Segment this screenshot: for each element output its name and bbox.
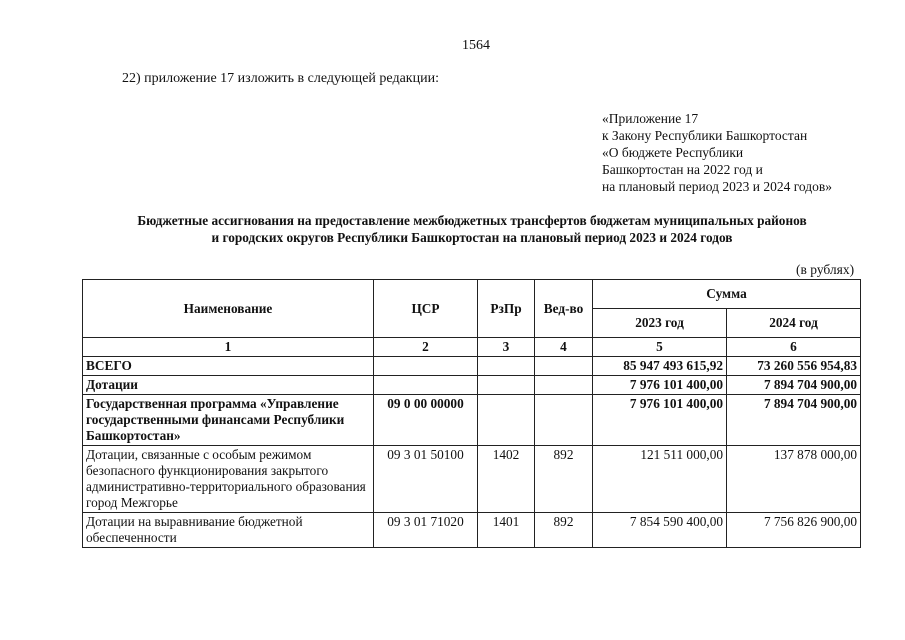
- header-ved: Вед-во: [535, 280, 593, 338]
- document-title: [84, 212, 860, 246]
- row-name: Дотации: [83, 376, 374, 395]
- header-sum: Сумма: [593, 280, 861, 309]
- row-name: Дотации, связанные с особым режимом безопасного функционирования закрытого административно-территориального образования город Межгорье: [83, 446, 374, 513]
- row-sum-2023: 7 976 101 400,00: [593, 395, 727, 446]
- row-sum-2024: 73 260 556 954,83: [727, 357, 861, 376]
- row-sum-2024: 137 878 000,00: [727, 446, 861, 513]
- row-csr: [374, 376, 478, 395]
- header-2024: 2024 год: [727, 309, 861, 338]
- row-ved: [535, 376, 593, 395]
- row-sum-2023: 7 976 101 400,00: [593, 376, 727, 395]
- header-rzpr: РзПр: [478, 280, 535, 338]
- column-number: 6: [727, 338, 861, 357]
- header-2023: 2023 год: [593, 309, 727, 338]
- appendix-line: «О бюджете Республики: [602, 145, 744, 160]
- title-line: и городских округов Республики Башкортостан на плановый период 2023 и 2024 годов: [211, 230, 733, 245]
- table-row: [83, 395, 861, 446]
- row-rzpr: [478, 395, 535, 446]
- header-name: Наименование: [83, 280, 374, 338]
- row-ved: [535, 395, 593, 446]
- column-number: 2: [374, 338, 478, 357]
- appendix-line: Башкортостан на 2022 год и: [602, 162, 763, 177]
- title-line: Бюджетные ассигнования на предоставление межбюджетных трансфертов бюджетам муниципальных районов: [137, 213, 807, 228]
- column-number: 4: [535, 338, 593, 357]
- row-name: Государственная программа «Управление государственными финансами Республики Башкортостан»: [83, 395, 374, 446]
- row-sum-2023: 7 854 590 400,00: [593, 513, 727, 548]
- appendix-line: «Приложение 17: [602, 111, 699, 126]
- budget-table: [82, 279, 861, 548]
- row-rzpr: 1402: [478, 446, 535, 513]
- table-row: [83, 376, 861, 395]
- appendix-line: к Закону Республики Башкортостан: [602, 128, 808, 143]
- units-label: (в рублях): [796, 262, 855, 277]
- row-name: Дотации на выравнивание бюджетной обеспеченности: [83, 513, 374, 548]
- header-csr: ЦСР: [374, 280, 478, 338]
- row-sum-2023: 121 511 000,00: [593, 446, 727, 513]
- table-row-total: [83, 357, 861, 376]
- row-csr: [374, 357, 478, 376]
- table-row: [83, 446, 861, 513]
- row-sum-2024: 7 756 826 900,00: [727, 513, 861, 548]
- column-number: 5: [593, 338, 727, 357]
- row-sum-2024: 7 894 704 900,00: [727, 395, 861, 446]
- row-name: ВСЕГО: [83, 357, 374, 376]
- appendix-line: на плановый период 2023 и 2024 годов»: [602, 179, 833, 194]
- column-number: 1: [83, 338, 374, 357]
- row-rzpr: 1401: [478, 513, 535, 548]
- row-ved: 892: [535, 446, 593, 513]
- row-csr: 09 3 01 71020: [374, 513, 478, 548]
- column-numbers-row: [83, 338, 861, 357]
- row-sum-2024: 7 894 704 900,00: [727, 376, 861, 395]
- row-ved: 892: [535, 513, 593, 548]
- table-row: [83, 513, 861, 548]
- row-rzpr: [478, 357, 535, 376]
- appendix-reference: [602, 110, 832, 195]
- intro-text: 22) приложение 17 изложить в следующей редакции:: [122, 71, 439, 86]
- page-number: 1564: [462, 38, 490, 53]
- column-number: 3: [478, 338, 535, 357]
- row-sum-2023: 85 947 493 615,92: [593, 357, 727, 376]
- row-csr: 09 0 00 00000: [374, 395, 478, 446]
- row-rzpr: [478, 376, 535, 395]
- row-csr: 09 3 01 50100: [374, 446, 478, 513]
- row-ved: [535, 357, 593, 376]
